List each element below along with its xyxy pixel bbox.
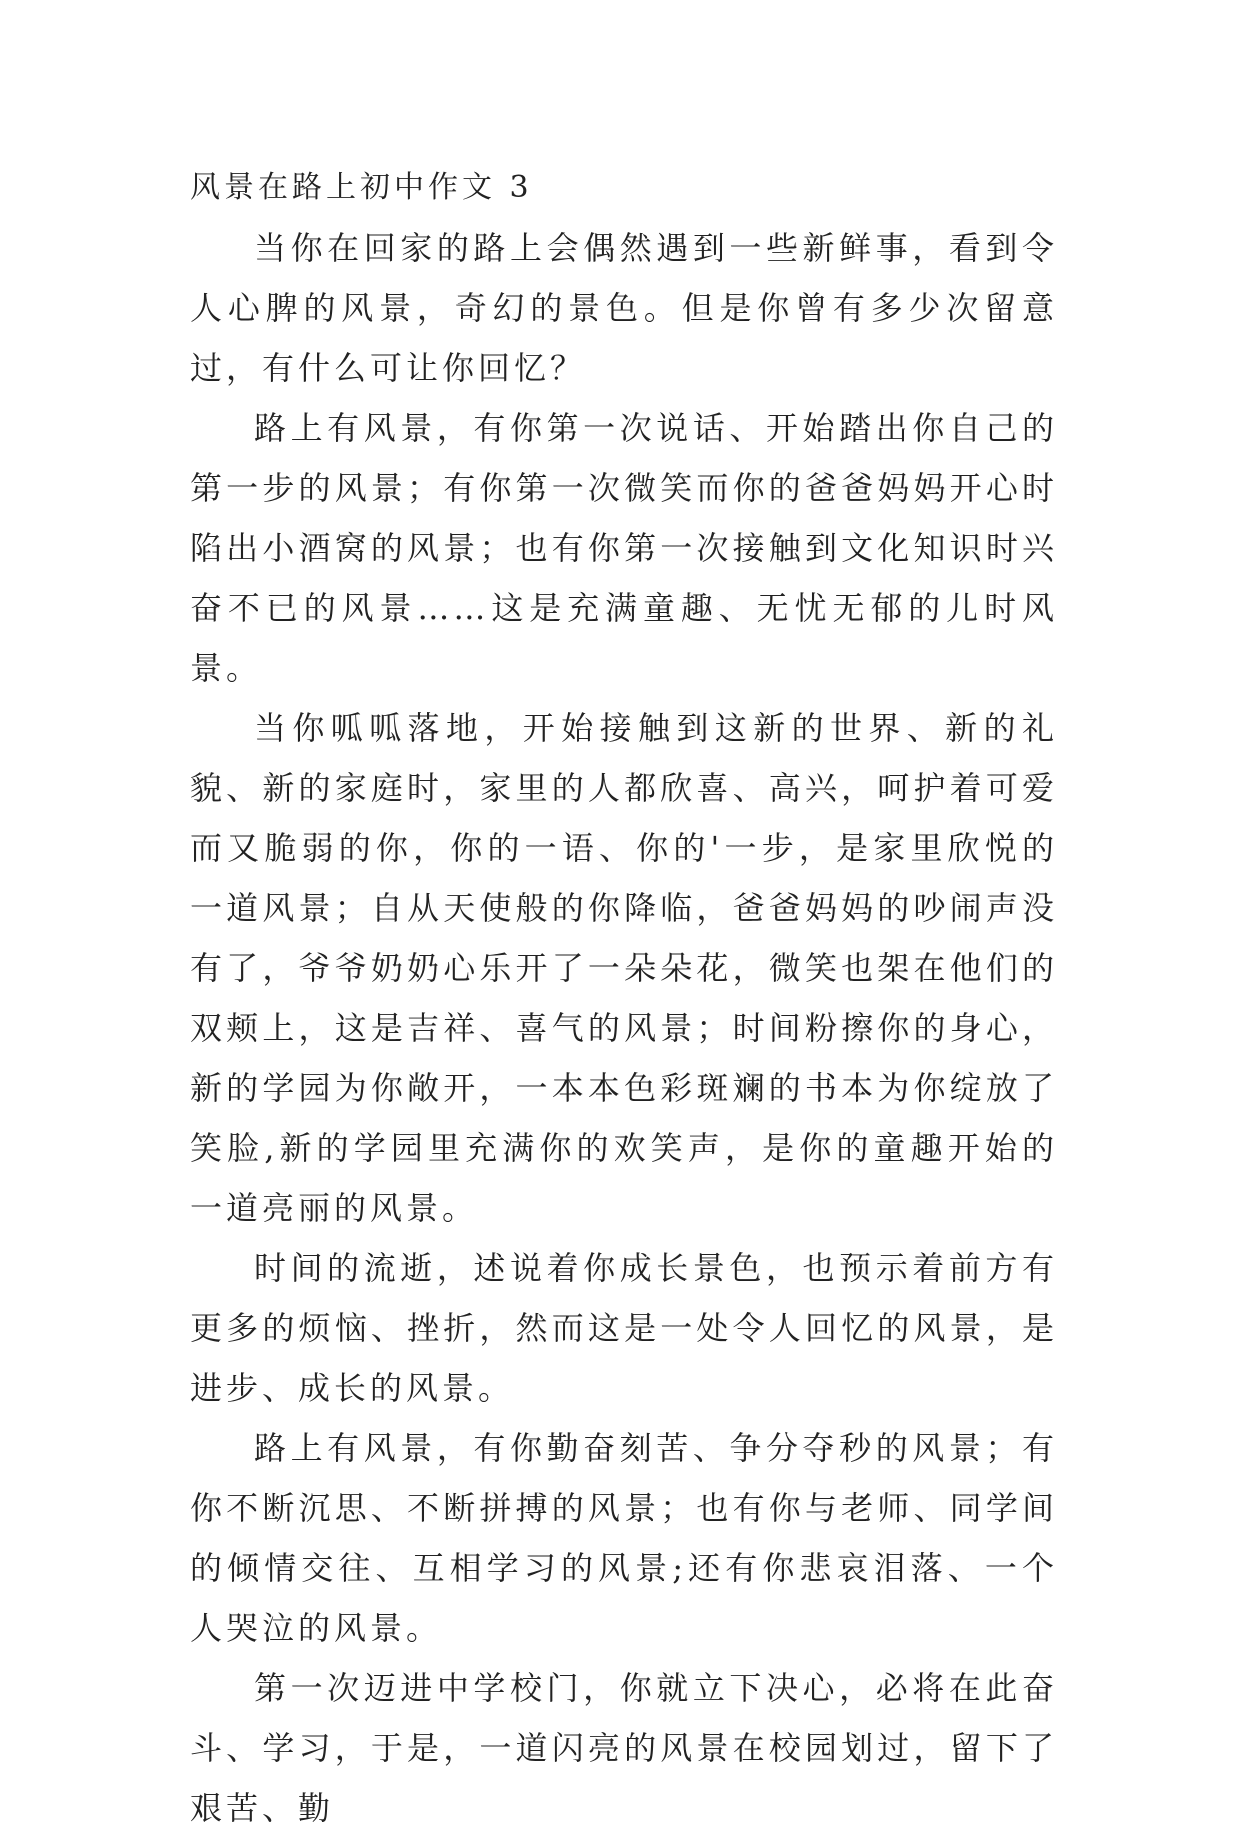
paragraph-1: 当你在回家的路上会偶然遇到一些新鲜事，看到令人心脾的风景，奇幻的景色。但是你曾有多少次留意过，有什么可让你回忆？ [190,229,1058,387]
document-body [190,158,1058,1838]
document-title: 风景在路上初中作文 3 [190,170,533,205]
paragraph-4: 时间的流逝，述说着你成长景色，也预示着前方有更多的烦恼、挫折，然而这是一处令人回忆的风景，是进步、成长的风景。 [190,1249,1058,1407]
paragraph-2: 路上有风景，有你第一次说话、开始踏出你自己的第一步的风景；有你第一次微笑而你的爸爸妈妈开心时陷出小酒窝的风景；也有你第一次接触到文化知识时兴奋不已的风景……这是充满童趣、无忧无郁的儿时风景。 [190,409,1058,687]
paragraph-6: 第一次迈进中学校门，你就立下决心，必将在此奋斗、学习，于是，一道闪亮的风景在校园划过，留下了艰苦、勤 [190,1669,1058,1827]
paragraph-5: 路上有风景，有你勤奋刻苦、争分夺秒的风景；有你不断沉思、不断拼搏的风景；也有你与老师、同学间的倾情交往、互相学习的风景;还有你悲哀泪落、一个人哭泣的风景。 [190,1429,1058,1647]
paragraph-3: 当你呱呱落地，开始接触到这新的世界、新的礼貌、新的家庭时，家里的人都欣喜、高兴，呵护着可爱而又脆弱的你，你的一语、你的'一步，是家里欣悦的一道风景；自从天使般的你降临，爸爸妈妈的吵闹声没有了，爷爷奶奶心乐开了一朵朵花，微笑也架在他们的双颊上，这是吉祥、喜气的风景；时间粉擦你的身心，新的学园为你敞开，一本本色彩斑斓的书本为你绽放了笑脸,新的学园里充满你的欢笑声，是你的童趣开始的一道亮丽的风景。 [190,709,1058,1227]
